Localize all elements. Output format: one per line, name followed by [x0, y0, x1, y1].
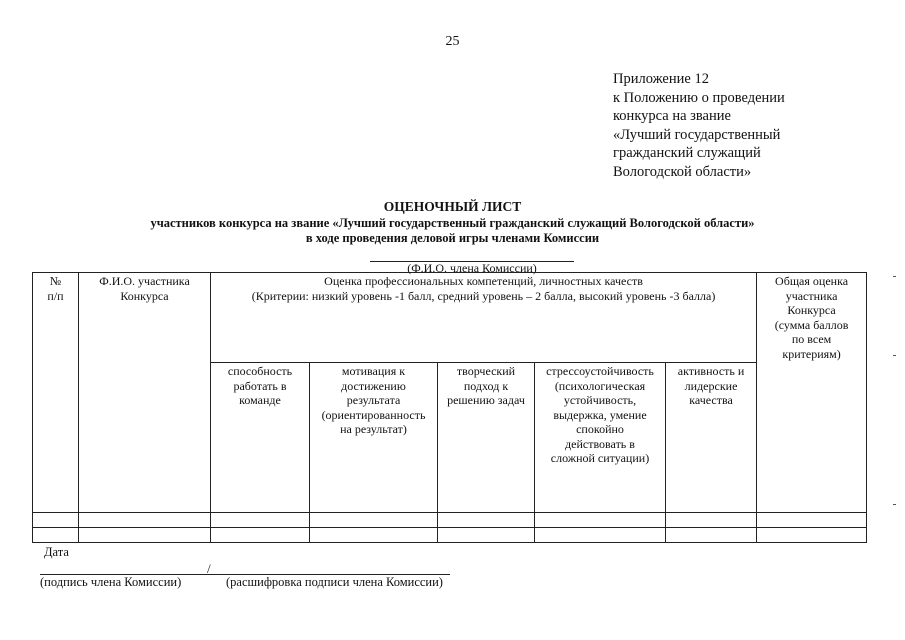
scan-mark — [893, 276, 896, 277]
table-cell[interactable] — [79, 513, 211, 528]
signature-decoding-caption: (расшифровка подписи члена Комиссии) — [226, 575, 443, 589]
member-name-caption: (Ф.И.О. члена Комиссии) — [407, 261, 537, 275]
date-label: Дата — [44, 545, 69, 559]
table-row — [33, 513, 867, 528]
table-cell[interactable] — [79, 528, 211, 543]
appendix-line: Вологодской области» — [613, 163, 752, 180]
evaluation-table — [32, 272, 867, 543]
document-title: ОЦЕНОЧНЫЙ ЛИСТ — [383, 199, 522, 214]
header-number: № п/п — [33, 273, 79, 513]
document-subtitle — [0, 216, 905, 246]
header-participant-name: Ф.И.О. участника Конкурса — [79, 273, 211, 513]
criterion-creativity: творческий подход к решению задач — [438, 363, 535, 513]
appendix-line: к Положению о проведении — [613, 89, 785, 106]
criterion-teamwork: способность работать в команде — [211, 363, 310, 513]
table-cell[interactable] — [310, 528, 438, 543]
table-cell[interactable] — [666, 513, 757, 528]
header-total-score: Общая оценка участника Конкурса (сумма баллов по всем критериям) — [757, 273, 867, 513]
table-cell[interactable] — [211, 528, 310, 543]
criterion-motivation: мотивация к достижению результата (ориентированность на результат) — [310, 363, 438, 513]
appendix-line: «Лучший государственный — [613, 126, 781, 143]
appendix-line: конкурса на звание — [613, 108, 731, 124]
criterion-leadership: активность и лидерские качества — [666, 363, 757, 513]
table-cell[interactable] — [757, 513, 867, 528]
scan-mark — [893, 504, 896, 505]
header-evaluation: Оценка профессиональных компетенций, личностных качеств (Критерии: низкий уровень -1 балл, средний уровень – 2 балла, высокий уровень -3 балла) — [211, 273, 757, 363]
table-cell[interactable] — [535, 513, 666, 528]
subtitle-line-1: участников конкурса на звание «Лучший государственный гражданский служащий Вологодской области» — [150, 216, 755, 230]
appendix-line: гражданский служащий — [613, 145, 761, 161]
table-cell[interactable] — [310, 513, 438, 528]
signature-separator: / — [207, 561, 211, 576]
table-row — [33, 528, 867, 543]
appendix-note — [613, 70, 833, 181]
table-cell[interactable] — [33, 528, 79, 543]
table-cell[interactable] — [757, 528, 867, 543]
table-cell[interactable] — [211, 513, 310, 528]
subtitle-line-2: в ходе проведения деловой игры членами Комиссии — [305, 231, 600, 245]
page-number: 25 — [445, 34, 460, 49]
criterion-stress-resistance: стрессоустойчивость (психологическая устойчивость, выдержка, умение спокойно действовать в сложной ситуации) — [535, 363, 666, 513]
appendix-line: Приложение 12 — [613, 71, 709, 87]
table-cell[interactable] — [33, 513, 79, 528]
signature-caption: (подпись члена Комиссии) — [40, 575, 182, 589]
table-cell[interactable] — [666, 528, 757, 543]
table-cell[interactable] — [438, 528, 535, 543]
table-cell[interactable] — [535, 528, 666, 543]
scan-mark — [893, 355, 896, 356]
table-cell[interactable] — [438, 513, 535, 528]
